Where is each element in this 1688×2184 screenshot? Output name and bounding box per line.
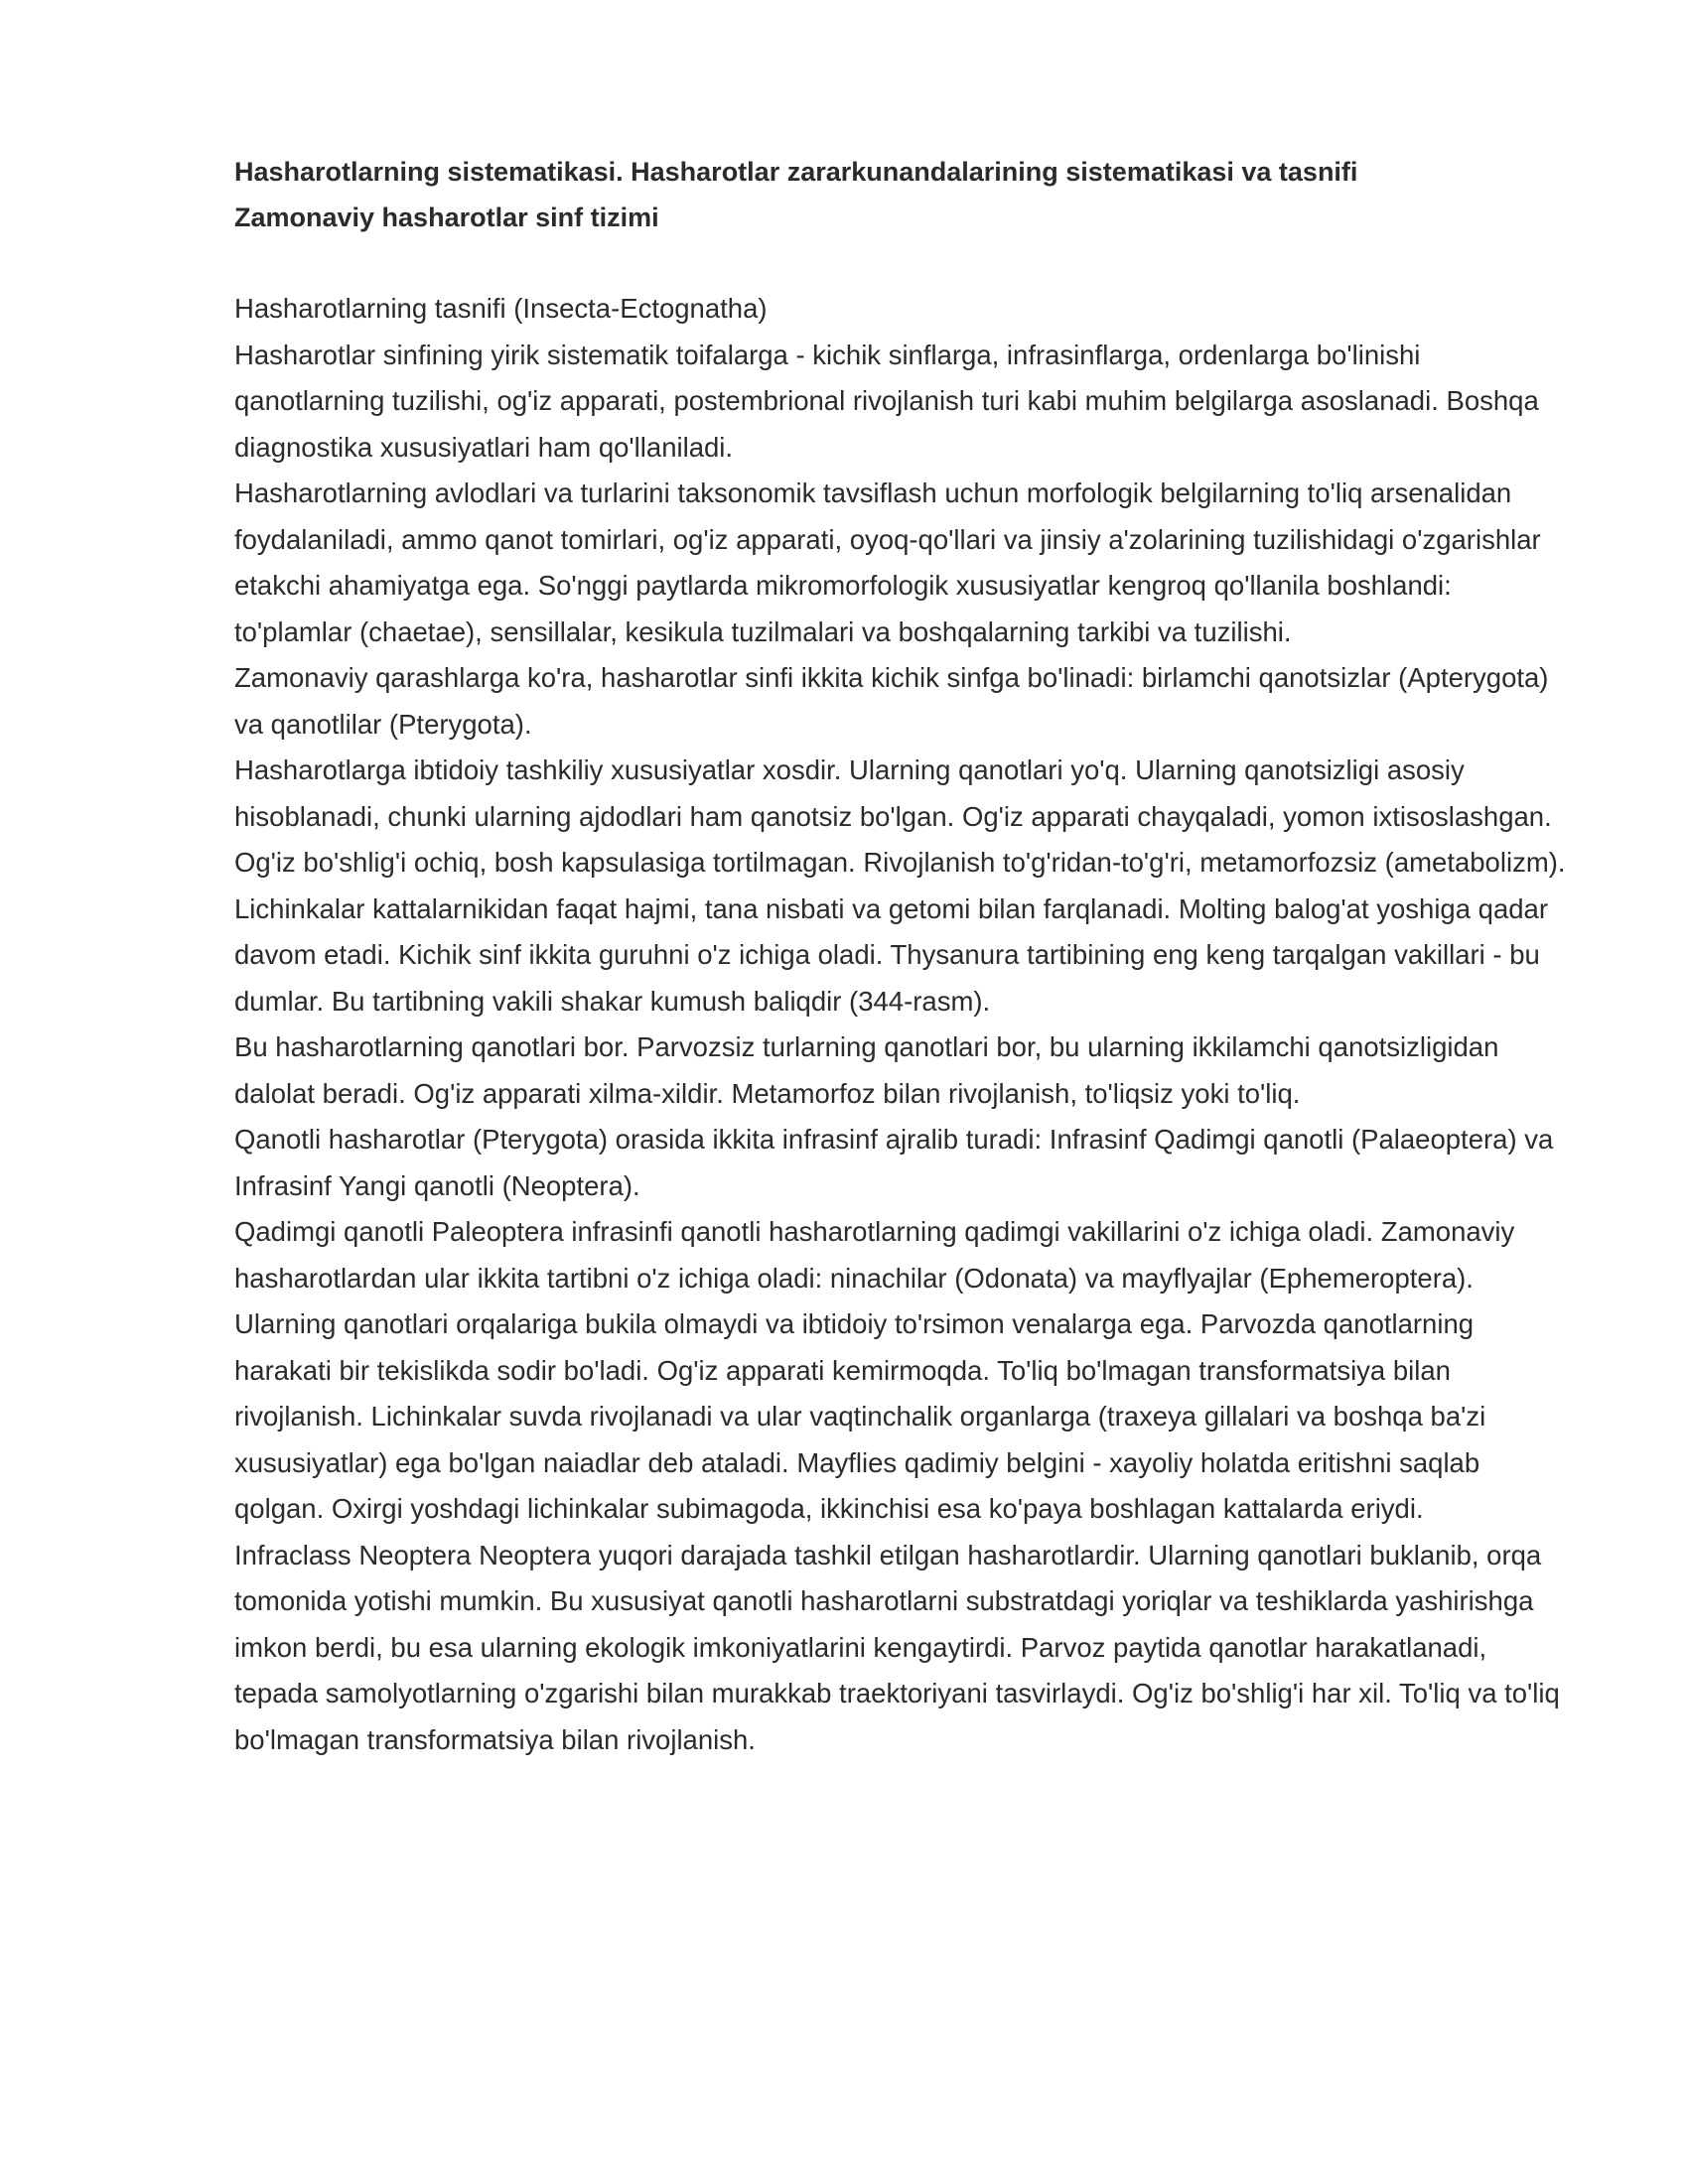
- paragraph: Zamonaviy qarashlarga ko'ra, hasharotlar sinfi ikkita kichik sinfga bo'linadi: birlamchi qanotsizlar (Apterygota) va qanotlilar (Pterygota).: [234, 662, 1549, 740]
- paragraph: Qadimgi qanotli Paleoptera infrasinfi qanotli hasharotlarning qadimgi vakillarini o'z ichiga oladi. Zamonaviy hasharotlardan ular ikkita tartibni o'z ichiga oladi: ninachilar (Odonata) va mayflyajlar (Ephemeroptera). Ularning qanotlari orqalariga bukila olmaydi va ibtidoiy to'rsimon venalarga ega. Parvozda qanotlarning harakati bir tekislikda sodir bo'ladi. Og'iz apparati kemirmoqda. To'liq bo'lmagan transformatsiya bilan rivojlanish. Lichinkalar suvda rivojlanadi va ular vaqtinchalik organlarga (traxeya gillalari va boshqa ba'zi xususiyatlar) ega bo'lgan naiadlar deb ataladi. Mayflies qadimiy belgini - xayoliy holatda eritishni saqlab qolgan. Oxirgi yoshdagi lichinkalar subimagoda, ikkinchisi esa ko'paya boshlagan kattalarda eriydi.: [234, 1216, 1515, 1524]
- document-page: [234, 149, 1570, 1763]
- title-line-2: Zamonaviy hasharotlar sinf tizimi: [234, 203, 659, 232]
- paragraph: Hasharotlar sinfining yirik sistematik toifalarga - kichik sinflarga, infrasinflarga, ordenlarga bo'linishi qanotlarning tuzilishi, og'iz apparati, postembrional rivojlanish turi kabi muhim belgilarga asoslanadi. Boshqa diagnostika xususiyatlari ham qo'llaniladi.: [234, 339, 1539, 463]
- paragraph-classification-title: Hasharotlarning tasnifi (Insecta-Ectognatha): [234, 293, 768, 324]
- paragraph: Qanotli hasharotlar (Pterygota) orasida ikkita infrasinf ajralib turadi: Infrasinf Qadimgi qanotli (Palaeoptera) va Infrasinf Yangi qanotli (Neoptera).: [234, 1124, 1554, 1201]
- paragraph: Bu hasharotlarning qanotlari bor. Parvozsiz turlarning qanotlari bor, bu ularning ikkilamchi qanotsizligidan dalolat beradi. Og'iz apparati xilma-xildir. Metamorfoz bilan rivojlanish, to'liqsiz yoki to'liq.: [234, 1031, 1499, 1109]
- paragraph: Hasharotlarga ibtidoiy tashkiliy xususiyatlar xosdir. Ularning qanotlari yo'q. Ularning qanotsizligi asosiy hisoblanadi, chunki ularning ajdodlari ham qanotsiz bo'lgan. Og'iz apparati chayqaladi, yomon ixtisoslashgan. Og'iz bo'shlig'i ochiq, bosh kapsulasiga tortilmagan. Rivojlanish to'g'ridan-to'g'ri, metamorfozsiz (ametabolizm). Lichinkalar kattalarnikidan faqat hajmi, tana nisbati va getomi bilan farqlanadi. Molting balog'at yoshiga qadar davom etadi. Kichik sinf ikkita guruhni o'z ichiga oladi. Thysanura tartibining eng keng tarqalgan vakillari - bu dumlar. Bu tartibning vakili shakar kumush baliqdir (344-rasm).: [234, 754, 1566, 1017]
- title-line-1: Hasharotlarning sistematikasi. Hasharotlar zararkunandalarining sistematikasi va tasnifi: [234, 157, 1358, 187]
- paragraph: Hasharotlarning avlodlari va turlarini taksonomik tavsiflash uchun morfologik belgilarning to'liq arsenalidan foydalaniladi, ammo qanot tomirlari, og'iz apparati, oyoq-qo'llari va jinsiy a'zolarining tuzilishidagi o'zgarishlar etakchi ahamiyatga ega. So'nggi paytlarda mikromorfologik xususiyatlar kengroq qo'llanila boshlandi: to'plamlar (chaetae), sensillalar, kesikula tuzilmalari va boshqalarning tarkibi va tuzilishi.: [234, 478, 1541, 647]
- paragraph: Infraclass Neoptera Neoptera yuqori darajada tashkil etilgan hasharotlardir. Ularning qanotlari buklanib, orqa tomonida yotishi mumkin. Bu xususiyat qanotli hasharotlarni substratdagi yoriqlar va teshiklarda yashirishga imkon berdi, bu esa ularning ekologik imkoniyatlarini kengaytirdi. Parvoz paytida qanotlar harakatlanadi, tepada samolyotlarning o'zgarishi bilan murakkab traektoriyani tasvirlaydi. Og'iz bo'shlig'i har xil. To'liq va to'liq bo'lmagan transformatsiya bilan rivojlanish.: [234, 1539, 1560, 1755]
- document-body: [234, 286, 1570, 1763]
- document-title: [234, 149, 1570, 240]
